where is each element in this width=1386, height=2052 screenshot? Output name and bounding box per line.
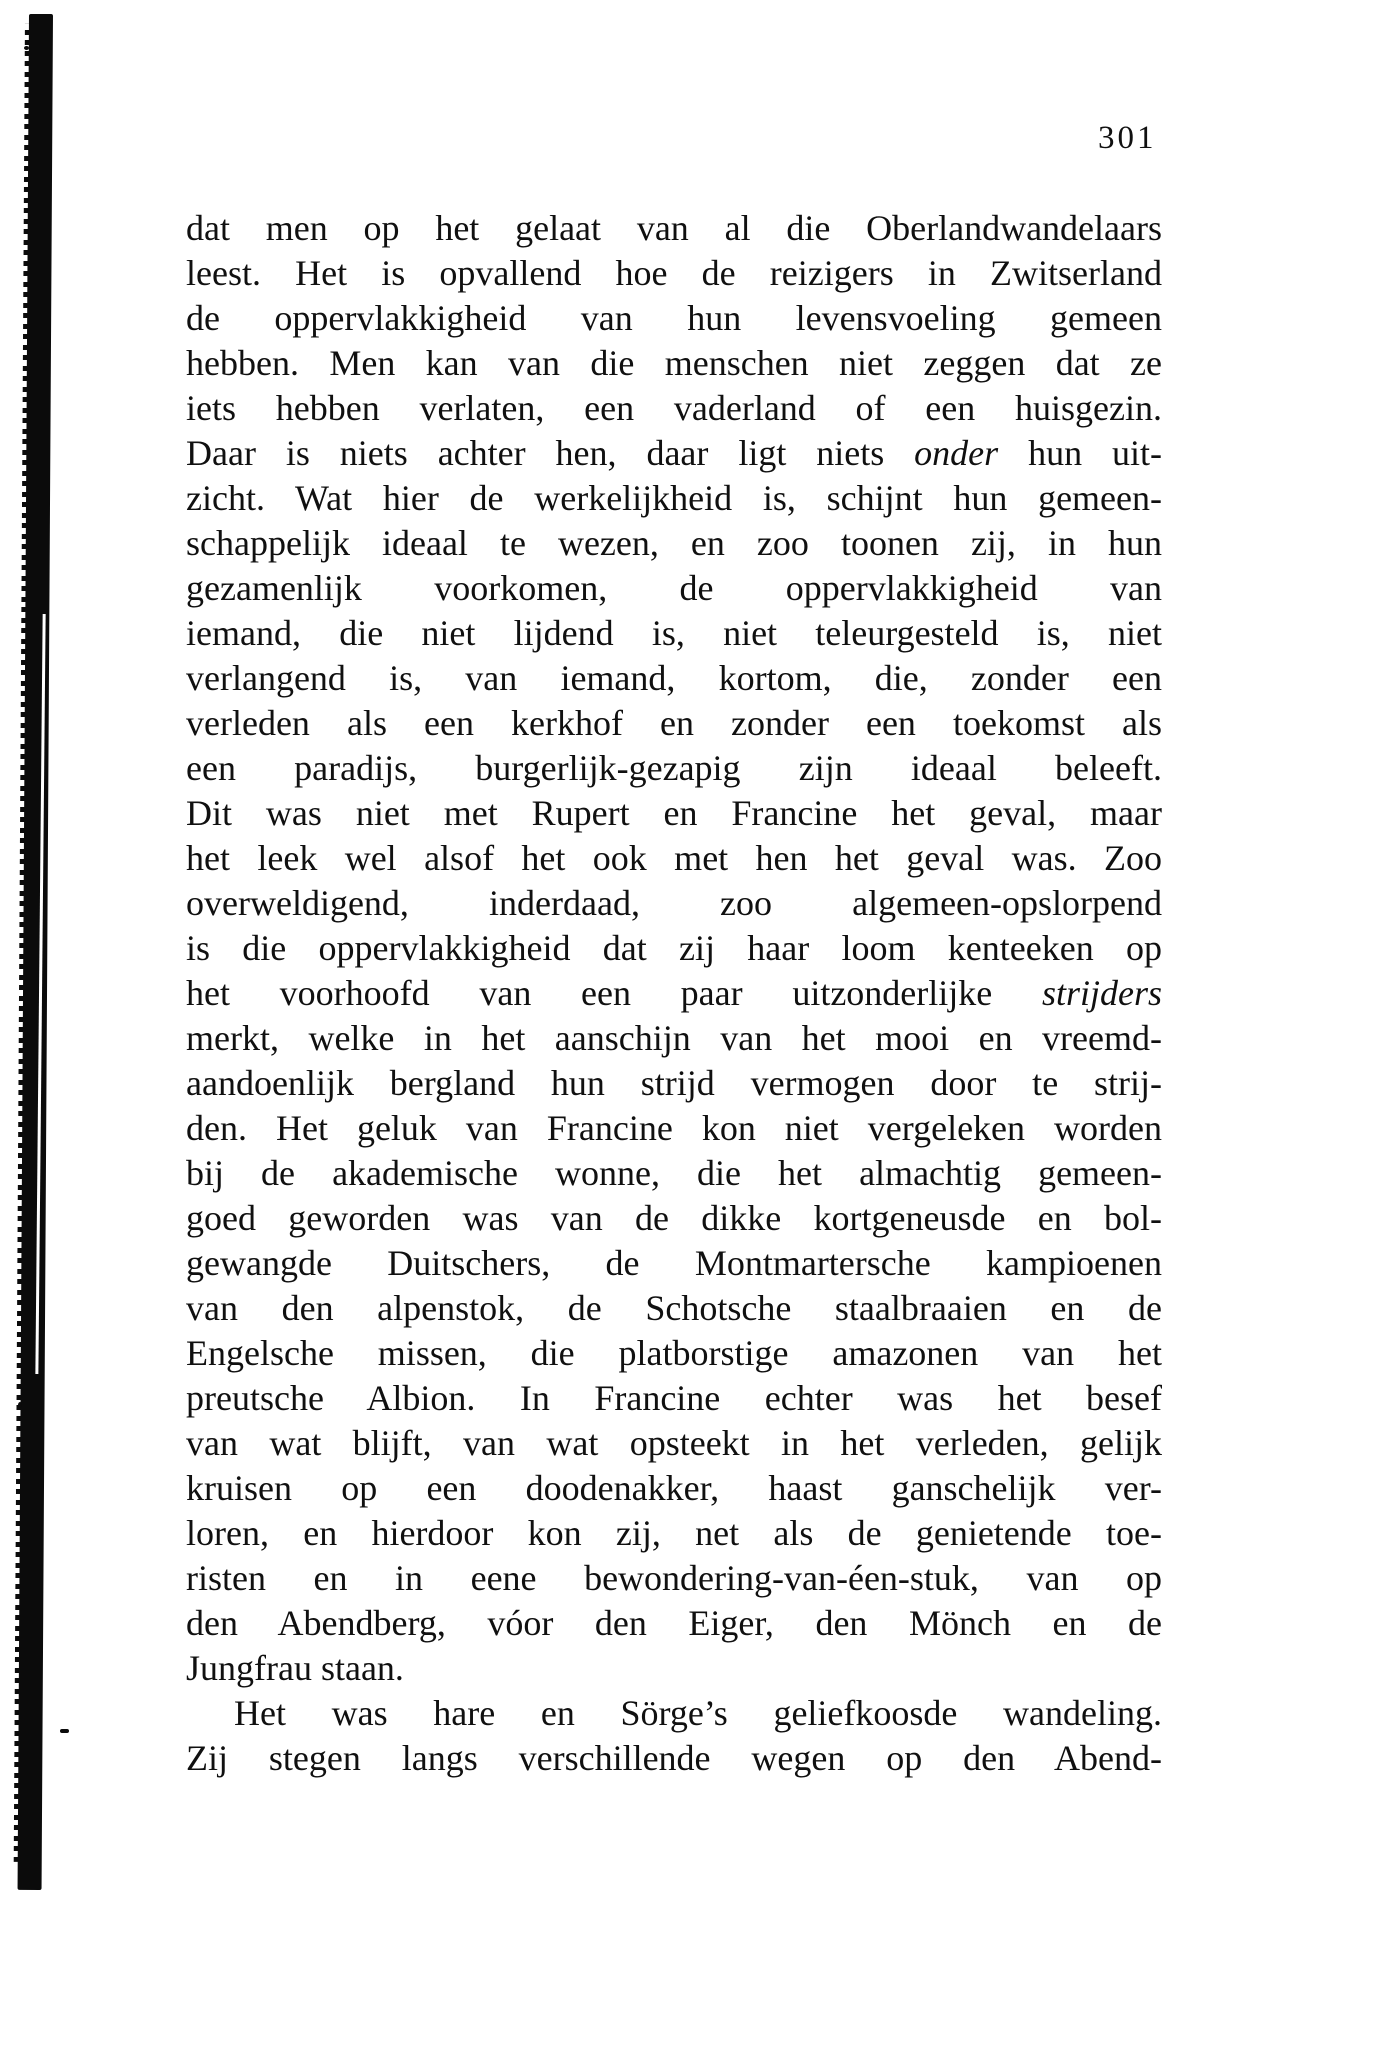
text-line xyxy=(186,431,1162,476)
text-line xyxy=(186,926,1162,971)
text-segment: Zij stegen langs verschillende wegen op den Abend- xyxy=(186,1738,1162,1778)
text-line xyxy=(186,971,1162,1016)
text-segment: den Abendberg, vóor den Eiger, den Mönch en de xyxy=(186,1603,1162,1643)
text-segment: loren, en hierdoor kon zij, net als de genietende toe- xyxy=(186,1513,1162,1553)
scan-speck xyxy=(60,1729,69,1733)
text-segment: het voorhoofd van een paar uitzonderlijke xyxy=(186,973,1042,1013)
text-line xyxy=(186,881,1162,926)
text-line xyxy=(186,611,1162,656)
text-segment: aandoenlijk bergland hun strijd vermogen door te strij- xyxy=(186,1063,1162,1103)
text-line xyxy=(186,1016,1162,1061)
text-segment: leest. Het is opvallend hoe de reizigers in Zwitserland xyxy=(186,253,1162,293)
text-segment: overweldigend, inderdaad, zoo algemeen-opslorpend xyxy=(186,883,1162,923)
text-line xyxy=(186,1196,1162,1241)
text-line xyxy=(186,521,1162,566)
text-segment: verlangend is, van iemand, kortom, die, zonder een xyxy=(186,658,1162,698)
text-line xyxy=(186,656,1162,701)
text-segment: hebben. Men kan van die menschen niet zeggen dat ze xyxy=(186,343,1162,383)
book-binding-bar xyxy=(18,14,53,1890)
text-line xyxy=(186,386,1162,431)
text-line xyxy=(186,701,1162,746)
text-line xyxy=(186,836,1162,881)
text-line xyxy=(186,1736,1162,1781)
text-segment: de oppervlakkigheid van hun levensvoeling gemeen xyxy=(186,298,1162,338)
text-line xyxy=(186,1151,1162,1196)
text-segment: hun uit- xyxy=(998,433,1163,473)
text-line xyxy=(186,746,1162,791)
text-line xyxy=(186,566,1162,611)
page-number: 301 xyxy=(1098,120,1157,156)
body-text-block xyxy=(186,206,1162,1781)
text-segment: verleden als een kerkhof en zonder een toekomst als xyxy=(186,703,1162,743)
text-segment: het leek wel alsof het ook met hen het geval was. Zoo xyxy=(186,838,1162,878)
text-segment: merkt, welke in het aanschijn van het mooi en vreemd- xyxy=(186,1018,1162,1058)
text-line xyxy=(186,1286,1162,1331)
text-segment: Dit was niet met Rupert en Francine het geval, maar xyxy=(186,793,1162,833)
text-segment: bij de akademische wonne, die het almachtig gemeen- xyxy=(186,1153,1162,1193)
italic-text-segment: strijders xyxy=(1041,973,1162,1013)
text-segment: Jungfrau staan. xyxy=(186,1648,404,1688)
italic-text-segment: onder xyxy=(914,433,999,473)
text-segment: dat men op het gelaat van al die Oberlandwandelaars xyxy=(186,208,1162,248)
text-segment: Het was hare en Sörge’s geliefkoosde wandeling. xyxy=(234,1693,1162,1733)
text-line xyxy=(186,476,1162,521)
scan-speck xyxy=(24,46,29,50)
text-segment: risten en in eene bewondering-van-éen-stuk, van op xyxy=(186,1558,1162,1598)
binding-bar-slit xyxy=(35,614,45,1374)
text-line xyxy=(186,1241,1162,1286)
text-segment: Daar is niets achter hen, daar ligt niets xyxy=(186,433,915,473)
text-segment: is die oppervlakkigheid dat zij haar loom kenteeken op xyxy=(186,928,1162,968)
text-line xyxy=(186,1376,1162,1421)
text-segment: gewangde Duitschers, de Montmartersche kampioenen xyxy=(186,1243,1162,1283)
text-line xyxy=(186,1331,1162,1376)
text-line xyxy=(186,1511,1162,1556)
text-segment: Engelsche missen, die platborstige amazonen van het xyxy=(186,1333,1162,1373)
text-segment: kruisen op een doodenakker, haast ganschelijk ver- xyxy=(186,1468,1162,1508)
text-line xyxy=(186,341,1162,386)
text-segment: van wat blijft, van wat opsteekt in het verleden, gelijk xyxy=(186,1423,1162,1463)
text-segment: schappelijk ideaal te wezen, en zoo toonen zij, in hun xyxy=(186,523,1162,563)
text-line xyxy=(186,296,1162,341)
text-segment: goed geworden was van de dikke kortgeneusde en bol- xyxy=(186,1198,1162,1238)
text-segment: preutsche Albion. In Francine echter was het besef xyxy=(186,1378,1162,1418)
text-line xyxy=(186,1646,1162,1691)
text-line xyxy=(186,791,1162,836)
text-segment: van den alpenstok, de Schotsche staalbraaien en de xyxy=(186,1288,1162,1328)
text-segment: een paradijs, burgerlijk-gezapig zijn ideaal beleeft. xyxy=(186,748,1162,788)
text-line xyxy=(186,206,1162,251)
text-line xyxy=(186,1061,1162,1106)
text-line xyxy=(186,1601,1162,1646)
text-line xyxy=(186,1691,1162,1736)
text-segment: zicht. Wat hier de werkelijkheid is, schijnt hun gemeen- xyxy=(186,478,1162,518)
text-line xyxy=(186,1421,1162,1466)
text-line xyxy=(186,1556,1162,1601)
text-segment: iemand, die niet lijdend is, niet teleurgesteld is, niet xyxy=(186,613,1162,653)
text-line xyxy=(186,1466,1162,1511)
text-line xyxy=(186,1106,1162,1151)
text-segment: gezamenlijk voorkomen, de oppervlakkigheid van xyxy=(186,568,1162,608)
text-segment: den. Het geluk van Francine kon niet vergeleken worden xyxy=(186,1108,1162,1148)
scan-speck xyxy=(18,1402,22,1408)
text-segment: iets hebben verlaten, een vaderland of een huisgezin. xyxy=(186,388,1162,428)
text-line xyxy=(186,251,1162,296)
